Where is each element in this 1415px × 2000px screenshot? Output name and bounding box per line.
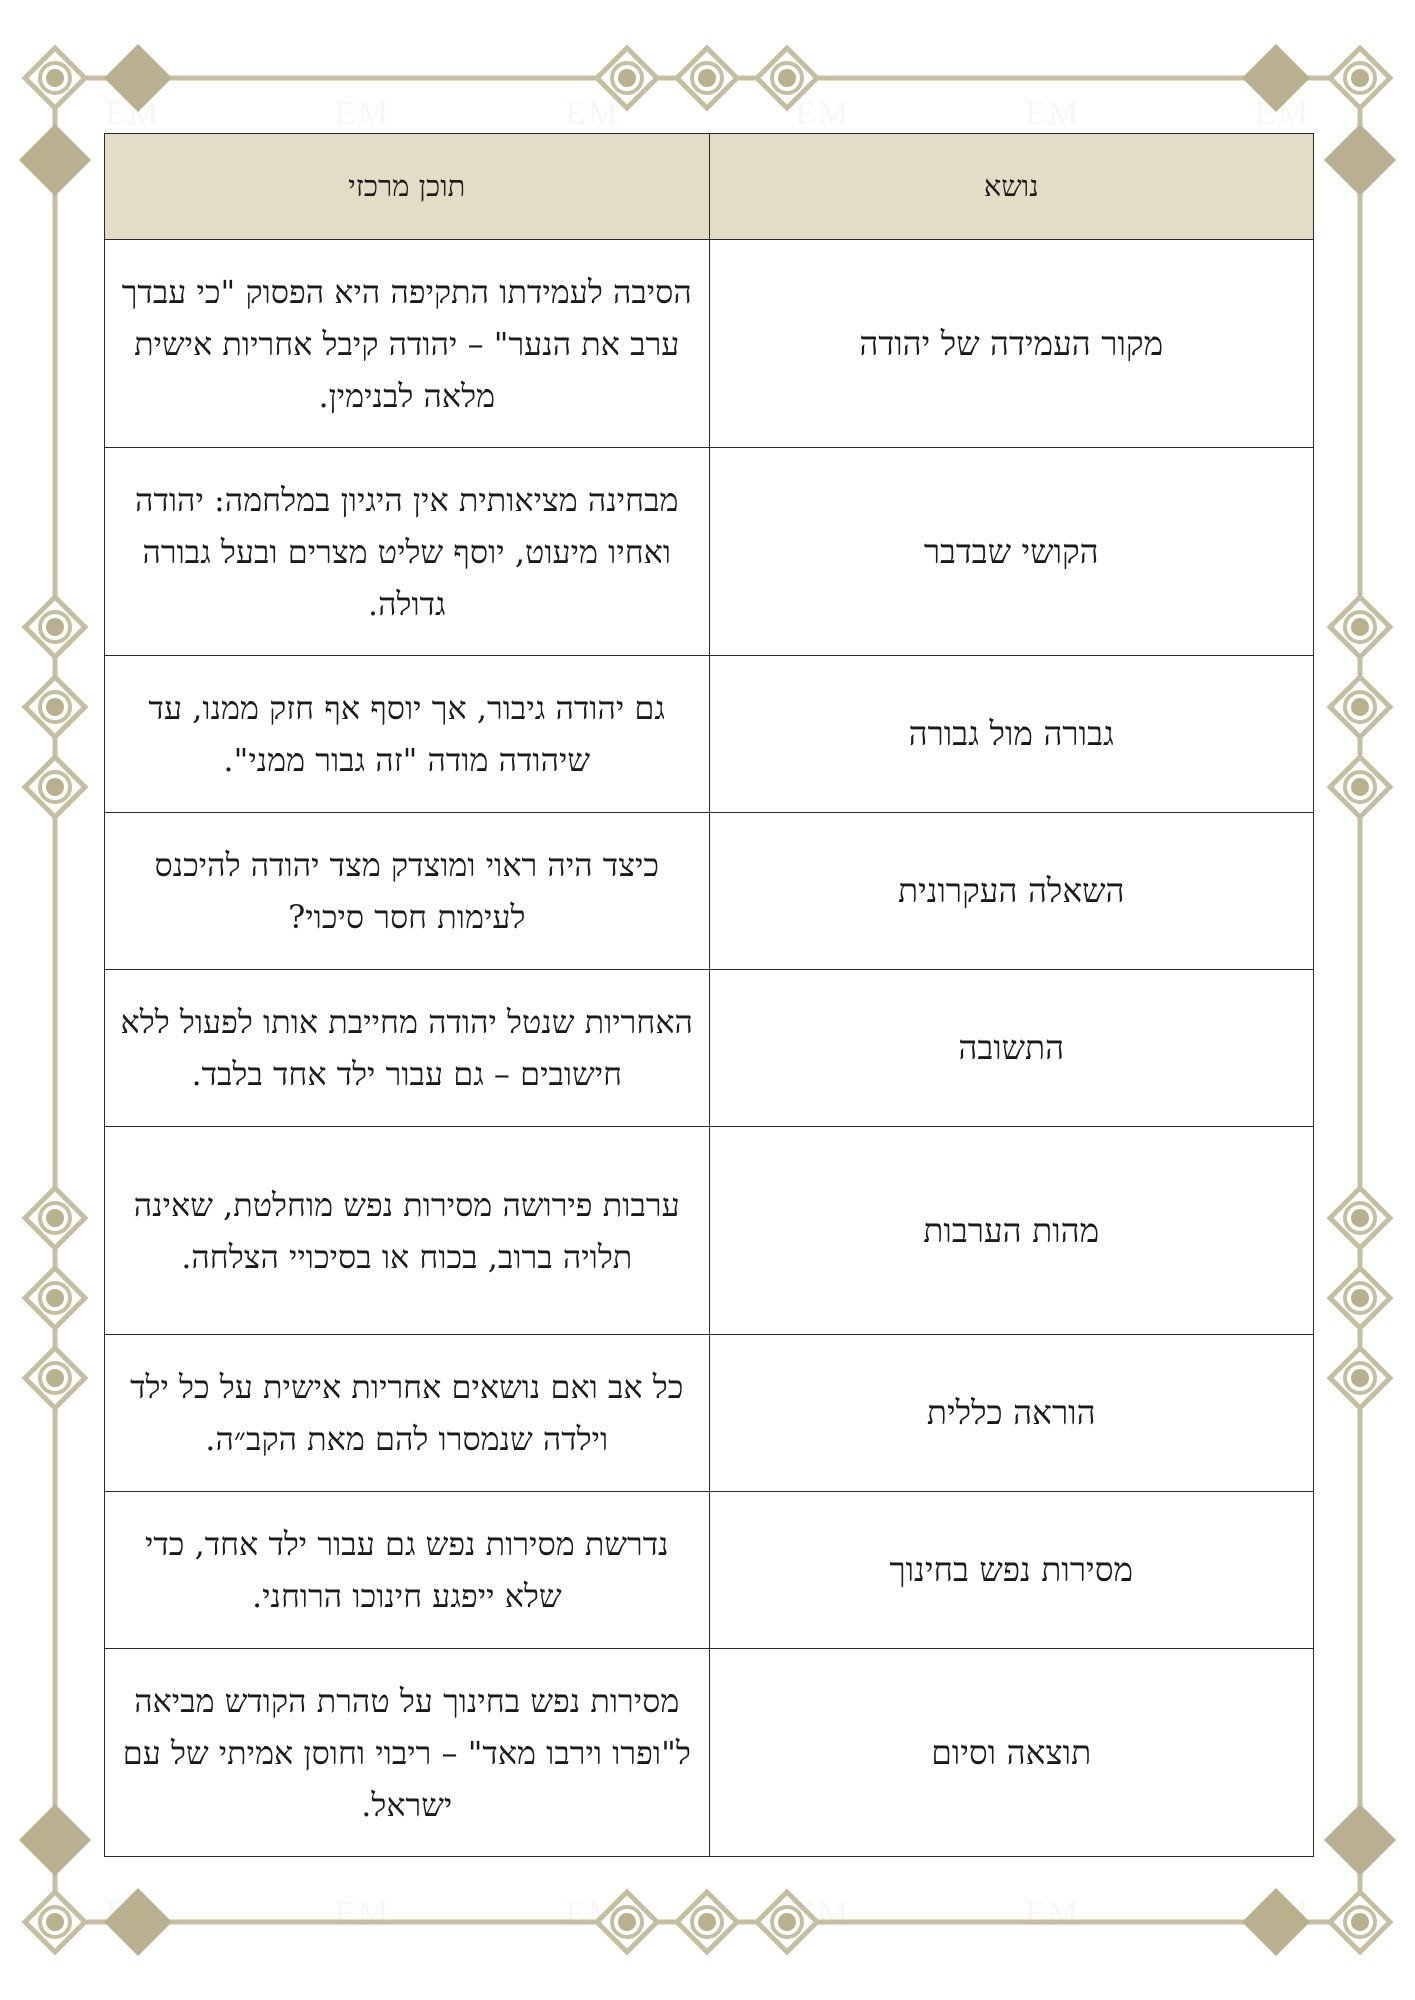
frame-ring-diamond-ornament xyxy=(1330,677,1390,737)
frame-ring-diamond-ornament xyxy=(25,1348,85,1408)
frame-solid-diamond-ornament xyxy=(1324,1804,1396,1876)
frame-ring-diamond-ornament xyxy=(25,757,85,817)
table-header-row xyxy=(105,134,1314,240)
table-row xyxy=(105,448,1314,656)
row-content-cell: מסירות נפש בחינוך על טהרת הקודש מביאה ל"ופרו וירבו מאד" – ריבוי וחוסן אמיתי של עם ישראל. xyxy=(105,1649,710,1857)
table-row xyxy=(105,970,1314,1127)
watermark-mark: EM xyxy=(795,95,850,132)
watermark-mark: EM xyxy=(105,95,160,132)
row-topic-cell: הוראה כללית xyxy=(709,1335,1314,1492)
frame-ring-diamond-ornament xyxy=(1330,1892,1390,1952)
row-topic-cell: השאלה העקרונית xyxy=(709,813,1314,970)
header-topic: נושא xyxy=(709,134,1314,240)
frame-ring-diamond-ornament xyxy=(25,1892,85,1952)
table-row xyxy=(105,813,1314,970)
frame-ring-diamond-ornament xyxy=(677,1892,737,1952)
row-content-cell: מבחינה מציאותית אין היגיון במלחמה: יהודה ואחיו מיעוט, יוסף שליט מצרים ובעל גבורה גדולה. xyxy=(105,448,710,656)
row-topic-cell: מקור העמידה של יהודה xyxy=(709,240,1314,448)
row-topic-cell: מהות הערבות xyxy=(709,1127,1314,1335)
table-row xyxy=(105,240,1314,448)
frame-solid-diamond-ornament xyxy=(19,124,91,196)
frame-ring-diamond-ornament xyxy=(1330,597,1390,657)
watermark-mark: EM xyxy=(565,1895,620,1932)
table-row xyxy=(105,656,1314,813)
table-row xyxy=(105,1649,1314,1857)
row-content-cell: גם יהודה גיבור, אך יוסף אף חזק ממנו, עד שיהודה מודה "זה גבור ממני". xyxy=(105,656,710,813)
row-content-cell: האחריות שנטל יהודה מחייבת אותו לפעול ללא חישובים – גם עבור ילד אחד בלבד. xyxy=(105,970,710,1127)
watermark-mark: EM xyxy=(1255,1895,1310,1932)
frame-ring-diamond-ornament xyxy=(677,48,737,108)
watermark-mark: EM xyxy=(105,1895,160,1932)
frame-ring-diamond-ornament xyxy=(1330,1268,1390,1328)
watermark-mark: EM xyxy=(1255,95,1310,132)
row-content-cell: ערבות פירושה מסירות נפש מוחלטת, שאינה תלויה ברוב, בכוח או בסיכויי הצלחה. xyxy=(105,1127,710,1335)
frame-ring-diamond-ornament xyxy=(1330,1188,1390,1248)
table-row xyxy=(105,1335,1314,1492)
frame-ring-diamond-ornament xyxy=(25,1188,85,1248)
row-content-cell: כיצד היה ראוי ומוצדק מצד יהודה להיכנס לעימות חסר סיכוי? xyxy=(105,813,710,970)
frame-ring-diamond-ornament xyxy=(1330,48,1390,108)
frame-ring-diamond-ornament xyxy=(25,48,85,108)
frame-ring-diamond-ornament xyxy=(1330,757,1390,817)
summary-table xyxy=(104,133,1314,1857)
frame-ring-diamond-ornament xyxy=(25,677,85,737)
row-topic-cell: הקושי שבדבר xyxy=(709,448,1314,656)
frame-solid-diamond-ornament xyxy=(1324,124,1396,196)
row-topic-cell: תוצאה וסיום xyxy=(709,1649,1314,1857)
row-topic-cell: גבורה מול גבורה xyxy=(709,656,1314,813)
table-row xyxy=(105,1127,1314,1335)
frame-ring-diamond-ornament xyxy=(25,1268,85,1328)
watermark-mark: EM xyxy=(795,1895,850,1932)
watermark-mark: EM xyxy=(335,1895,390,1932)
table-row xyxy=(105,1492,1314,1649)
row-topic-cell: מסירות נפש בחינוך xyxy=(709,1492,1314,1649)
frame-ring-diamond-ornament xyxy=(25,597,85,657)
watermark-mark: EM xyxy=(565,95,620,132)
row-content-cell: הסיבה לעמידתו התקיפה היא הפסוק "כי עבדך ערב את הנער" – יהודה קיבל אחריות אישית מלאה לבנימין. xyxy=(105,240,710,448)
row-topic-cell: התשובה xyxy=(709,970,1314,1127)
row-content-cell: נדרשת מסירות נפש גם עבור ילד אחד, כדי שלא ייפגע חינוכו הרוחני. xyxy=(105,1492,710,1649)
header-content: תוכן מרכזי xyxy=(105,134,710,240)
watermark-mark: EM xyxy=(1025,1895,1080,1932)
watermark-mark: EM xyxy=(1025,95,1080,132)
frame-ring-diamond-ornament xyxy=(1330,1348,1390,1408)
row-content-cell: כל אב ואם נושאים אחריות אישית על כל ילד וילדה שנמסרו להם מאת הקב״ה. xyxy=(105,1335,710,1492)
watermark-mark: EM xyxy=(335,95,390,132)
frame-solid-diamond-ornament xyxy=(19,1804,91,1876)
